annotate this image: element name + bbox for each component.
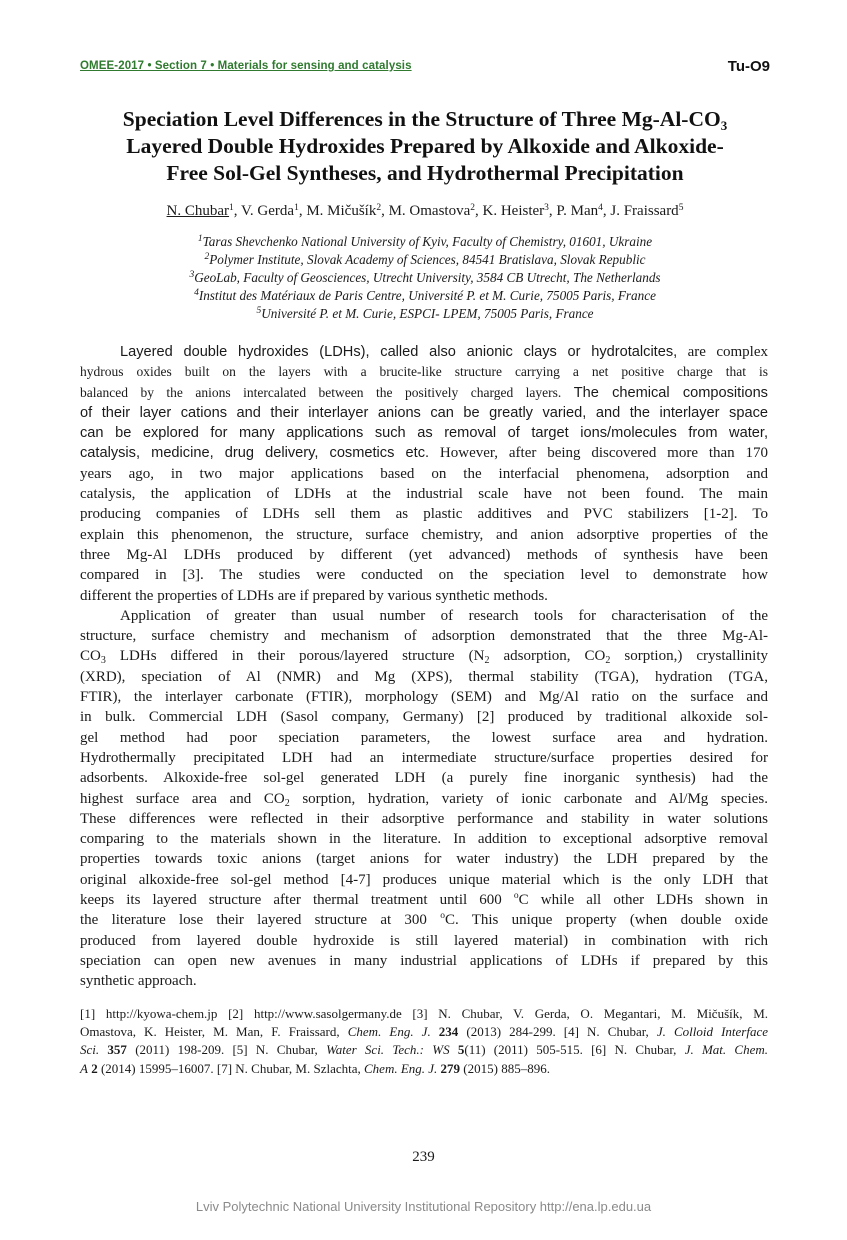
text-line: speciation can open new avenues in many industrial applications of LDHs if prepared by this xyxy=(80,952,768,969)
text-line: properties towards toxic anions (target anions for water industry) the LDH prepared by the xyxy=(80,851,768,868)
reference-line: [1] http://kyowa-chem.jp [2] http://www.sasolgermany.de [3] N. Chubar, V. Gerda, O. Megantari, M. Mičušík, M. xyxy=(80,1006,768,1021)
text-line: hydrous oxides built on the layers with a brucite-like structure carrying a net positive charge that is xyxy=(80,364,768,380)
text-line: different the properties of LDHs are if prepared by various synthetic methods. xyxy=(80,587,548,604)
section-label: OMEE-2017 • Section 7 • Materials for sensing and catalysis xyxy=(80,60,412,72)
author-list: N. Chubar$^1$, V. Gerda$^1$, M. Mičušík$^2$, M. Omastova$^2$, K. Heister$^3$, P. Man$^4$, J. Fraissard$^5$ xyxy=(166,203,684,219)
text-line: keeps its layered structure after thermal treatment until 600 $^o$C while all other LDHs shown in xyxy=(80,891,768,909)
author-name: V. Gerda xyxy=(241,203,295,219)
page-number: 239 xyxy=(412,1149,435,1165)
conference-header xyxy=(80,58,770,80)
affiliation: $^2$Polymer Institute, Slovak Academy of Sciences, 84541 Bratislava, Slovak Republic xyxy=(204,252,646,267)
text-line: catalysis, the application of LDHs at the industrial scale have not been found. The main xyxy=(80,486,768,503)
author-name: P. Man xyxy=(556,203,599,219)
text-line: years ago, in two major applications based on the interfacial phenomena, adsorption and xyxy=(80,465,768,482)
reference-line: A 2 (2014) 15995–16007. [7] N. Chubar, M. Szlachta, Chem. Eng. J. 279 (2015) 885–896. xyxy=(80,1060,550,1076)
author-name: M. Omastova xyxy=(388,203,471,219)
text-line: catalysis, medicine, drug delivery, cosmetics etc. However, after being discovered more than 170 xyxy=(80,445,769,462)
text-line: Layered double hydroxides (LDHs), called also anionic clays or hydrotalcites, are complex xyxy=(120,344,769,360)
repository-footer: Lviv Polytechnic National University Institutional Repository http://ena.lp.edu.ua xyxy=(195,1199,652,1214)
text-line: original alkoxide-free sol-gel method [4-7] produces unique material which is the only LDH that xyxy=(80,871,768,888)
text-line: FTIR), the interlayer carbonate (FTIR), morphology (SEM) and Mg/Al ratio on the surface and xyxy=(80,689,768,706)
author-name: J. Fraissard xyxy=(610,203,679,219)
text-line: highest surface area and $CO_2$ sorption, hydration, variety of ionic carbonate and Al/Mg species. xyxy=(80,790,768,809)
author-name: K. Heister xyxy=(482,203,545,219)
paragraph-1 xyxy=(80,342,768,606)
affiliation: $^4$Institut des Matériaux de Paris Centre, Université P. et M. Curie, 75005 Paris, France xyxy=(194,288,656,303)
text-line: balanced by the anions intercalated between the positively charged layers. The chemical compositions xyxy=(80,384,768,401)
affiliation: $^3$GeoLab, Faculty of Geosciences, Utrecht University, 3584 CB Utrecht, The Netherlands xyxy=(189,270,661,285)
talk-code: Tu-O9 xyxy=(727,58,770,75)
abstract-body xyxy=(80,342,768,992)
text-line: Hydrothermally precipitated LDH had an intermediate structure/surface properties desired for xyxy=(80,749,768,766)
text-line: can be explored for many applications such as removal of target ions/molecules from water, xyxy=(80,425,768,442)
reference-line: Omastova, K. Heister, M. Man, F. Fraissard, Chem. Eng. J. 234 (2013) 284-299. [4] N. Chubar, J. Colloid Interface xyxy=(80,1024,769,1040)
author-name: N. Chubar xyxy=(166,203,230,219)
paragraph-2 xyxy=(80,606,768,992)
text-line: three Mg-Al LDHs produced by different (yet advanced) methods of synthesis have been xyxy=(80,546,768,563)
reference-line: Sci. 357 (2011) 198-209. [5] N. Chubar, Water Sci. Tech.: WS 5(11) (2011) 505-515. [6] N. Chubar, J. Mat. Chem. xyxy=(80,1042,769,1058)
text-line: explain this phenomenon, the structure, surface chemistry, and anion adsorptive properties of the xyxy=(80,526,768,543)
affiliation: $^1$Taras Shevchenko National University of Kyiv, Faculty of Chemistry, 01601, Ukraine xyxy=(197,234,653,249)
text-line: gel method had poor speciation parameters, the lowest surface area and hydration. xyxy=(80,729,768,746)
text-line: These differences were reflected in their adsorptive performance and stability in water solutions xyxy=(80,810,768,827)
author-name: M. Mičušík xyxy=(306,203,377,219)
text-line: compared in [3]. The studies were conducted on the speciation level to demonstrate how xyxy=(80,567,768,584)
text-line: in bulk. Commercial LDH (Sasol company, Germany) [2] produced by traditional alkoxide sol- xyxy=(80,709,768,726)
text-line: of their layer cations and their interlayer anions can be greatly varied, and the interlayer space xyxy=(80,404,768,421)
text-line: (XRD), speciation of Al (NMR) and Mg (XPS), thermal stability (TGA), hydration (TGA, xyxy=(80,668,768,685)
affiliation: $^5$Université P. et M. Curie, ESPCI- LPEM, 75005 Paris, France xyxy=(256,306,594,321)
text-line: $CO_3$ LDHs differed in their porous/layered structure ($N_2$ adsorption, $CO_2$ sorption,) crystallinity xyxy=(80,648,768,667)
text-line: adsorbents. Alkoxide-free sol-gel generated LDH (a purely fine inorganic synthesis) had the xyxy=(80,770,768,787)
text-line: producing companies of LDHs sell them as plastic additives and PVC stabilizers [1-2]. To xyxy=(80,506,768,523)
text-line: Application of greater than usual number of research tools for characterisation of the xyxy=(120,607,768,624)
title-line-3: Free Sol-Gel Syntheses, and Hydrothermal Precipitation xyxy=(166,161,684,185)
text-line: structure, surface chemistry and mechanism of adsorption demonstrated that the three Mg-Al- xyxy=(80,628,768,645)
text-line: comparing to the materials shown in the literature. In addition to exceptional adsorptive removal xyxy=(80,831,768,848)
paper-title xyxy=(80,106,770,187)
title-line-2: Layered Double Hydroxides Prepared by Alkoxide and Alkoxide- xyxy=(126,134,724,158)
text-line: produced from layered double hydroxide is still layered material) in combination with rich xyxy=(80,932,768,949)
text-line: the literature lose their layered structure at 300 $^o$C. This unique property (when double oxide xyxy=(80,911,768,929)
title-line-1: Speciation Level Differences in the Structure of Three $Mg-Al-CO_3$ xyxy=(122,107,728,133)
reference-list xyxy=(80,1005,768,1078)
text-line: synthetic approach. xyxy=(80,973,197,990)
affiliation-list xyxy=(80,233,770,323)
